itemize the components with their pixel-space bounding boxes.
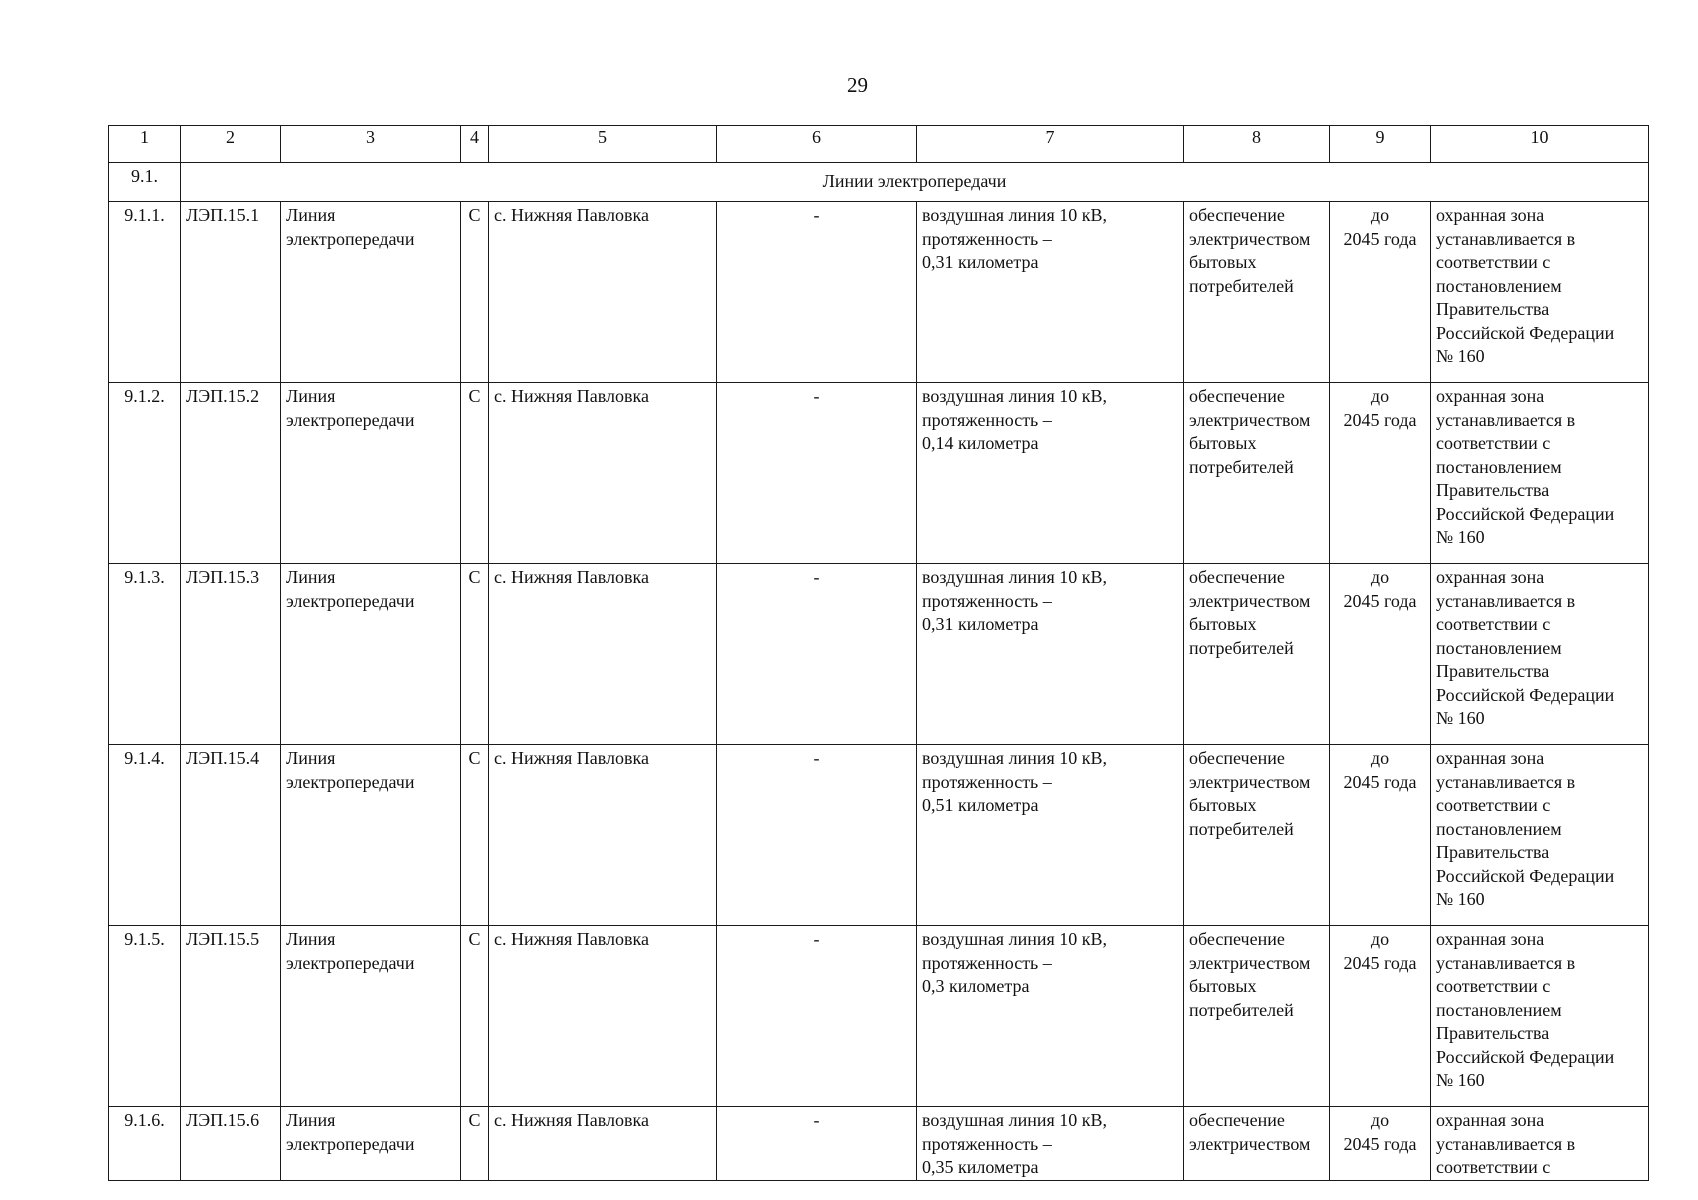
column-header: 5	[489, 126, 717, 163]
text-line: электричеством	[1189, 952, 1311, 973]
text-line: бытовых	[1189, 614, 1257, 634]
section-title: Линии электропередачи	[181, 163, 1649, 202]
text-line: обеспечение	[1189, 567, 1285, 587]
text-line: обеспечение	[1189, 205, 1285, 225]
text-line: 0,3 километра	[922, 976, 1030, 996]
text-line: воздушная линия 10 кВ,	[922, 567, 1107, 587]
text-line: соответствии с	[1436, 1157, 1551, 1177]
text-line: постановлением	[1436, 999, 1562, 1020]
object-purpose	[1184, 745, 1330, 926]
text-line: бытовых	[1189, 433, 1257, 453]
text-line: потребителей	[1189, 999, 1294, 1020]
object-category: С	[461, 202, 489, 383]
object-name	[281, 383, 461, 564]
text-line: Правительства	[1436, 842, 1550, 862]
text-line: 2045 года	[1343, 952, 1417, 973]
implementation-term	[1330, 745, 1431, 926]
object-location: с. Нижняя Павловка	[489, 202, 717, 383]
object-location: с. Нижняя Павловка	[489, 383, 717, 564]
text-line: 2045 года	[1343, 409, 1417, 430]
text-line: соответствии с	[1436, 795, 1551, 815]
text-line: потребителей	[1189, 456, 1294, 477]
protection-zone	[1431, 745, 1649, 926]
column-6-value: -	[717, 564, 917, 745]
object-code: ЛЭП.15.3	[181, 564, 281, 745]
object-category: С	[461, 383, 489, 564]
text-line: Российской Федерации	[1436, 684, 1615, 705]
text-line: Правительства	[1436, 480, 1550, 500]
implementation-term	[1330, 926, 1431, 1107]
object-characteristics	[917, 202, 1184, 383]
text-line: электричеством	[1189, 1133, 1311, 1154]
section-number: 9.1.	[109, 163, 181, 202]
implementation-term	[1330, 202, 1431, 383]
text-line: бытовых	[1189, 976, 1257, 996]
text-line: обеспечение	[1189, 386, 1285, 406]
text-line: охранная зона	[1436, 1110, 1545, 1130]
text-line: до	[1370, 1110, 1390, 1130]
text-line: Правительства	[1436, 299, 1550, 319]
text-line: 2045 года	[1343, 1133, 1417, 1154]
column-6-value: -	[717, 926, 917, 1107]
text-line: охранная зона	[1436, 929, 1545, 949]
object-location: с. Нижняя Павловка	[489, 926, 717, 1107]
text-line: Линия	[286, 748, 336, 768]
text-line: устанавливается в	[1436, 952, 1576, 973]
table-row	[109, 1107, 1649, 1181]
text-line: до	[1370, 205, 1390, 225]
text-line: бытовых	[1189, 252, 1257, 272]
text-line: 2045 года	[1343, 228, 1417, 249]
text-line: воздушная линия 10 кВ,	[922, 205, 1107, 225]
object-code: ЛЭП.15.5	[181, 926, 281, 1107]
text-line: воздушная линия 10 кВ,	[922, 929, 1107, 949]
text-line: Российской Федерации	[1436, 865, 1615, 886]
text-line: Линия	[286, 929, 336, 949]
text-line: соответствии с	[1436, 433, 1551, 453]
text-line: электричеством	[1189, 771, 1311, 792]
object-purpose	[1184, 1107, 1330, 1181]
object-name	[281, 202, 461, 383]
text-line: электропередачи	[286, 228, 415, 249]
text-line: Правительства	[1436, 661, 1550, 681]
column-6-value: -	[717, 202, 917, 383]
table-row	[109, 745, 1649, 926]
text-line: протяженность –	[922, 952, 1052, 973]
object-characteristics	[917, 564, 1184, 745]
text-line: до	[1370, 386, 1390, 406]
text-line: постановлением	[1436, 818, 1562, 839]
row-number: 9.1.3.	[109, 564, 181, 745]
text-line: протяженность –	[922, 590, 1052, 611]
text-line: электропередачи	[286, 1133, 415, 1154]
text-line: постановлением	[1436, 637, 1562, 658]
column-header: 6	[717, 126, 917, 163]
object-category: С	[461, 564, 489, 745]
text-line: 2045 года	[1343, 590, 1417, 611]
object-characteristics	[917, 926, 1184, 1107]
column-6-value: -	[717, 383, 917, 564]
text-line: № 160	[1436, 346, 1485, 366]
text-line: Линия	[286, 1110, 336, 1130]
page-number: 29	[847, 73, 868, 97]
text-line: Линия	[286, 567, 336, 587]
column-header: 8	[1184, 126, 1330, 163]
object-code: ЛЭП.15.4	[181, 745, 281, 926]
object-location: с. Нижняя Павловка	[489, 1107, 717, 1181]
table-row	[109, 564, 1649, 745]
column-6-value: -	[717, 1107, 917, 1181]
text-line: 0,35 километра	[922, 1157, 1039, 1177]
text-line: 0,51 километра	[922, 795, 1039, 815]
column-header: 7	[917, 126, 1184, 163]
implementation-term	[1330, 383, 1431, 564]
object-location: с. Нижняя Павловка	[489, 745, 717, 926]
text-line: обеспечение	[1189, 1110, 1285, 1130]
column-header: 3	[281, 126, 461, 163]
text-line: охранная зона	[1436, 567, 1545, 587]
section-row	[109, 163, 1649, 202]
object-location: с. Нижняя Павловка	[489, 564, 717, 745]
text-line: потребителей	[1189, 637, 1294, 658]
text-line: устанавливается в	[1436, 771, 1576, 792]
text-line: электричеством	[1189, 590, 1311, 611]
text-line: бытовых	[1189, 795, 1257, 815]
column-header: 10	[1431, 126, 1649, 163]
text-line: соответствии с	[1436, 614, 1551, 634]
table-row	[109, 926, 1649, 1107]
object-name	[281, 1107, 461, 1181]
text-line: до	[1370, 567, 1390, 587]
implementation-term	[1330, 1107, 1431, 1181]
text-line: № 160	[1436, 708, 1485, 728]
text-line: № 160	[1436, 527, 1485, 547]
text-line: охранная зона	[1436, 386, 1545, 406]
text-line: электричеством	[1189, 228, 1311, 249]
table-row	[109, 383, 1649, 564]
text-line: 2045 года	[1343, 771, 1417, 792]
text-line: протяженность –	[922, 771, 1052, 792]
text-line: Российской Федерации	[1436, 1046, 1615, 1067]
text-line: протяженность –	[922, 1133, 1052, 1154]
text-line: охранная зона	[1436, 205, 1545, 225]
text-line: № 160	[1436, 1070, 1485, 1090]
text-line: потребителей	[1189, 818, 1294, 839]
text-line: потребителей	[1189, 275, 1294, 296]
row-number: 9.1.1.	[109, 202, 181, 383]
text-line: до	[1370, 929, 1390, 949]
object-purpose	[1184, 383, 1330, 564]
text-line: устанавливается в	[1436, 409, 1576, 430]
protection-zone	[1431, 564, 1649, 745]
object-name	[281, 745, 461, 926]
text-line: постановлением	[1436, 275, 1562, 296]
text-line: охранная зона	[1436, 748, 1545, 768]
text-line: устанавливается в	[1436, 590, 1576, 611]
text-line: устанавливается в	[1436, 228, 1576, 249]
text-line: Российской Федерации	[1436, 503, 1615, 524]
row-number: 9.1.4.	[109, 745, 181, 926]
protection-zone	[1431, 926, 1649, 1107]
text-line: протяженность –	[922, 409, 1052, 430]
table-row	[109, 202, 1649, 383]
text-line: обеспечение	[1189, 929, 1285, 949]
text-line: 0,31 километра	[922, 252, 1039, 272]
implementation-term	[1330, 564, 1431, 745]
column-header: 9	[1330, 126, 1431, 163]
column-number-header	[109, 126, 1649, 163]
text-line: Линия	[286, 205, 336, 225]
object-category: С	[461, 745, 489, 926]
protection-zone	[1431, 202, 1649, 383]
text-line: Российской Федерации	[1436, 322, 1615, 343]
text-line: электропередачи	[286, 771, 415, 792]
text-line: воздушная линия 10 кВ,	[922, 748, 1107, 768]
objects-table	[108, 125, 1649, 1181]
object-category: С	[461, 926, 489, 1107]
row-number: 9.1.2.	[109, 383, 181, 564]
protection-zone	[1431, 383, 1649, 564]
protection-zone	[1431, 1107, 1649, 1181]
text-line: Правительства	[1436, 1023, 1550, 1043]
object-purpose	[1184, 926, 1330, 1107]
text-line: постановлением	[1436, 456, 1562, 477]
object-code: ЛЭП.15.1	[181, 202, 281, 383]
text-line: до	[1370, 748, 1390, 768]
object-purpose	[1184, 202, 1330, 383]
object-characteristics	[917, 1107, 1184, 1181]
object-name	[281, 926, 461, 1107]
object-code: ЛЭП.15.2	[181, 383, 281, 564]
row-number: 9.1.5.	[109, 926, 181, 1107]
text-line: электропередачи	[286, 590, 415, 611]
object-purpose	[1184, 564, 1330, 745]
row-number: 9.1.6.	[109, 1107, 181, 1181]
text-line: воздушная линия 10 кВ,	[922, 386, 1107, 406]
text-line: электропередачи	[286, 409, 415, 430]
text-line: протяженность –	[922, 228, 1052, 249]
text-line: соответствии с	[1436, 252, 1551, 272]
text-line: обеспечение	[1189, 748, 1285, 768]
text-line: № 160	[1436, 889, 1485, 909]
column-header: 1	[109, 126, 181, 163]
text-line: электричеством	[1189, 409, 1311, 430]
text-line: устанавливается в	[1436, 1133, 1576, 1154]
text-line: 0,14 километра	[922, 433, 1039, 453]
object-characteristics	[917, 383, 1184, 564]
text-line: 0,31 километра	[922, 614, 1039, 634]
column-header: 2	[181, 126, 281, 163]
column-6-value: -	[717, 745, 917, 926]
text-line: электропередачи	[286, 952, 415, 973]
object-characteristics	[917, 745, 1184, 926]
object-category: С	[461, 1107, 489, 1181]
text-line: воздушная линия 10 кВ,	[922, 1110, 1107, 1130]
column-header: 4	[461, 126, 489, 163]
text-line: соответствии с	[1436, 976, 1551, 996]
text-line: Линия	[286, 386, 336, 406]
object-code: ЛЭП.15.6	[181, 1107, 281, 1181]
object-name	[281, 564, 461, 745]
